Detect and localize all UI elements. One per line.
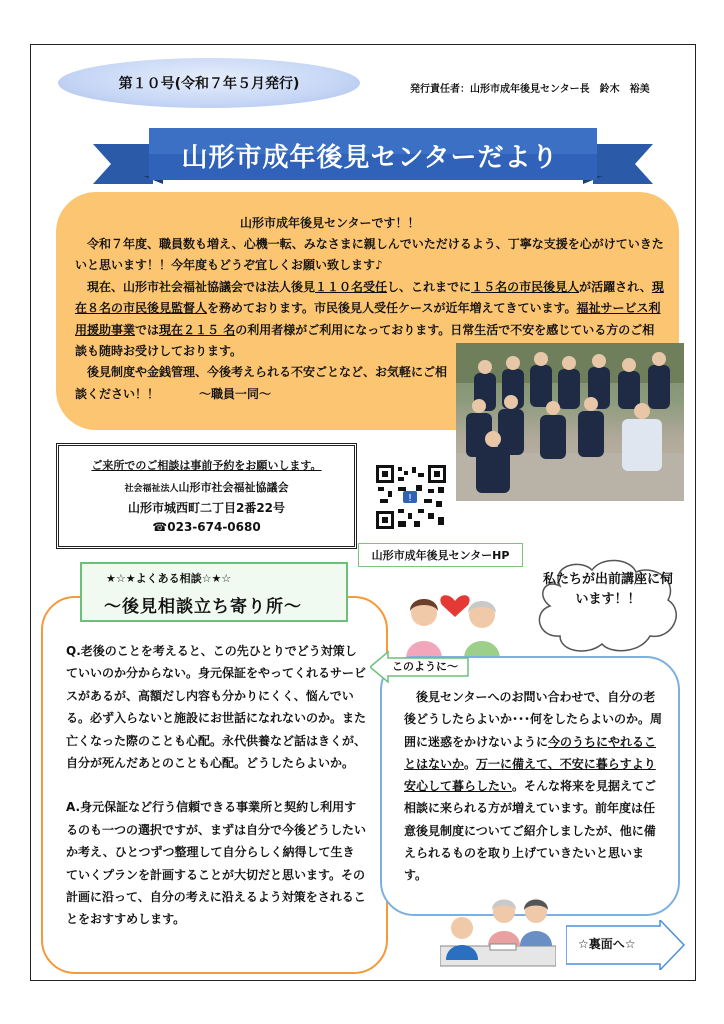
- page-title: 山形市成年後見センターだより: [181, 142, 559, 173]
- intro-highlight: 現在８名の市民後見監督人: [75, 279, 664, 316]
- intro-highlight: 福祉サービス利用援助事業: [75, 301, 661, 337]
- intro-text: が活躍され、: [579, 279, 652, 294]
- lecture-body: [404, 686, 666, 887]
- faq-answer: A.身元保証など行う信頼できる事業所と契約し利用するのも一つの選択ですが、まずは自分で今後どうしたいか考え、ひとつずつ整理して自分らしく納得して生きていくプランを計画することが大切だと思います。その計画に沿って、自分の考えに沿えるよう対策をされることをおすすめします。: [66, 800, 367, 927]
- staff-group-photo: [456, 343, 684, 501]
- lecture-highlight: 万一に備えて、不安に暮らすより安心して暮らしたい: [404, 756, 656, 794]
- lecture-highlight: 今のうちにやれることはないか: [404, 734, 657, 771]
- phone-number: ☎023-674-0680: [152, 520, 261, 534]
- intro-text: を務めております。市民後見人受任ケースが近年増えてきています。: [207, 301, 577, 316]
- issue-badge: [58, 58, 360, 108]
- address: 山形市城西町二丁目2番22号: [127, 501, 286, 515]
- issue-number: 第１０号(令和７年５月発行): [118, 76, 300, 92]
- intro-highlight: １１０名受任: [315, 279, 388, 294]
- intro-highlight: １５名の市民後見人: [471, 279, 580, 294]
- lecture-text: 。: [464, 756, 477, 771]
- svg-text:!: !: [407, 493, 413, 504]
- lecture-text: 後見センターへのお問い合わせで、自分の老後どうしたらよいか･･･何をしたらよいのか。周囲に迷惑をかけないように: [404, 690, 663, 749]
- next-page-link[interactable]: ☆裏面へ☆: [578, 937, 636, 951]
- faq-tab-label: ★☆★よくある相談☆★☆: [106, 572, 232, 585]
- lecture-callout: 私たちが出前講座に伺います！！: [542, 572, 673, 607]
- elderly-couple-heart-icon: [396, 577, 514, 659]
- organization-prefix: 社会福祉法人: [124, 484, 179, 494]
- intro-signature: ～職員一同～: [199, 386, 272, 401]
- faq-question: Q.老後のことを考えると、この先ひとりでどう対策していいのか分からない。身元保証をやってくれるサービスがあるが、高額だし内容も分かりにくく、悩んでいる。必ず入らないと施設にお世話になれないのか。また亡くなった際のことも心配。永代供養など話はきくが、自分が死んだあとのことも心配。どうしたらよいか。: [66, 644, 367, 771]
- intro-heading: 山形市成年後見センターです！！: [240, 216, 420, 230]
- contact-box: [56, 443, 357, 549]
- faq-body: [66, 640, 366, 931]
- intro-text: では: [135, 322, 160, 337]
- pointer-label: このように～: [392, 660, 458, 673]
- meeting-illustration-icon: [440, 888, 556, 974]
- intro-text: の利用者様がご利用になっております。日常生活で不安を感じている方のご相談も随時お受けしております。: [75, 322, 655, 359]
- intro-paragraph-1: 令和７年度、職員数も増え、心機一転、みなさまに親しんでいただけるよう、丁寧な支援を心がけていきたいと思います！！今年度もどうぞ宜しくお願い致します♪: [75, 237, 664, 273]
- organization-name: [59, 479, 354, 495]
- intro-text: し、これまでに: [387, 279, 472, 294]
- intro-text: 現在、山形市社会福祉協議会では法人後見: [87, 279, 316, 294]
- intro-paragraph-3: 後見制度や金銭管理、今後考えられる不安ごとなど、お気軽にご相談ください！！: [75, 365, 448, 401]
- organization-label: 山形市社会福祉協議会: [178, 481, 289, 494]
- intro-highlight: 現在２１５ 名: [159, 322, 236, 337]
- homepage-label[interactable]: 山形市成年後見センターHP: [358, 543, 523, 567]
- qr-code-icon[interactable]: [374, 463, 448, 531]
- faq-tab: [80, 562, 348, 622]
- publisher-line: 発行責任者：山形市成年後見センター長 鈴木 裕美: [410, 84, 650, 95]
- lecture-text: 。そんな将来を見据えてご相談に来られる方が増えています。前年度は任意後見制度についてご紹介しましたが、他に備えられるものを取り上げていきたいと思います。: [404, 779, 657, 883]
- reservation-notice: ご来所でのご相談は事前予約をお願いします。: [91, 459, 322, 472]
- faq-tab-title: ～後見相談立ち寄り所～: [104, 597, 302, 617]
- group-photo-icon: [456, 343, 684, 501]
